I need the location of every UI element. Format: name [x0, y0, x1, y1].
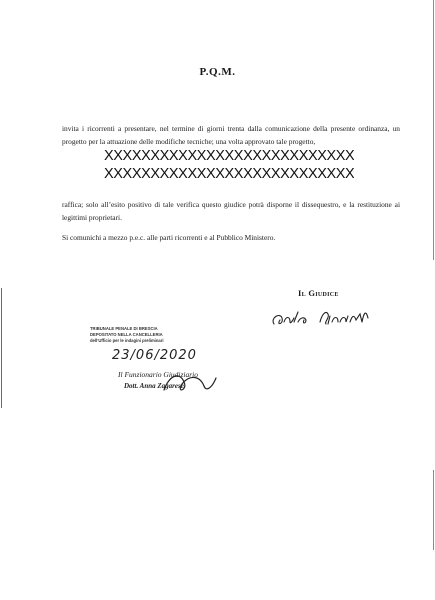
filing-stamp: [90, 322, 290, 412]
scan-edge-right: [433, 0, 434, 260]
stamp-court: TRIBUNALE PENALE DI BRESCIA: [90, 326, 158, 331]
paragraph-notification: Si comunichi a mezzo p.e.c. alle parti ricorrenti e al Pubblico Ministero.: [62, 233, 276, 242]
scan-edge-right-lower: [433, 470, 434, 550]
document-title: P.Q.M.: [199, 66, 236, 78]
judge-label: Il Giudice: [298, 288, 339, 298]
redacted-line-2: XXXXXXXXXXXXXXXXXXXXXXXXXXX: [104, 166, 354, 182]
stamp-name: Dott. Anna Zagarese: [124, 382, 184, 390]
clerk-signature: [160, 368, 220, 398]
stamp-deposited: DEPOSITATO NELLA CANCELLERIA: [90, 332, 163, 337]
stamp-role: Il Funzionario Giudiziario: [118, 370, 199, 379]
redacted-line-1: XXXXXXXXXXXXXXXXXXXXXXXXXXX: [104, 148, 354, 164]
stamp-date: 23/06/2020: [112, 348, 197, 363]
paragraph-instructions: invita i ricorrenti a presentare, nel termine di giorni trenta dalla comunicazione della presente ordinanza, un progetto per la attuazione delle modifiche tecniche; una volta approvato tale progetto,: [62, 124, 400, 146]
stamp-office: dell’Ufficio per le indagini preliminari: [90, 338, 164, 343]
paragraph-release: raffica; solo all’esito positivo di tale verifica questo giudice potrà disporne il dissequestro, e la restituzione ai legittimi proprietari.: [62, 200, 400, 222]
scan-edge-left: [1, 288, 2, 408]
